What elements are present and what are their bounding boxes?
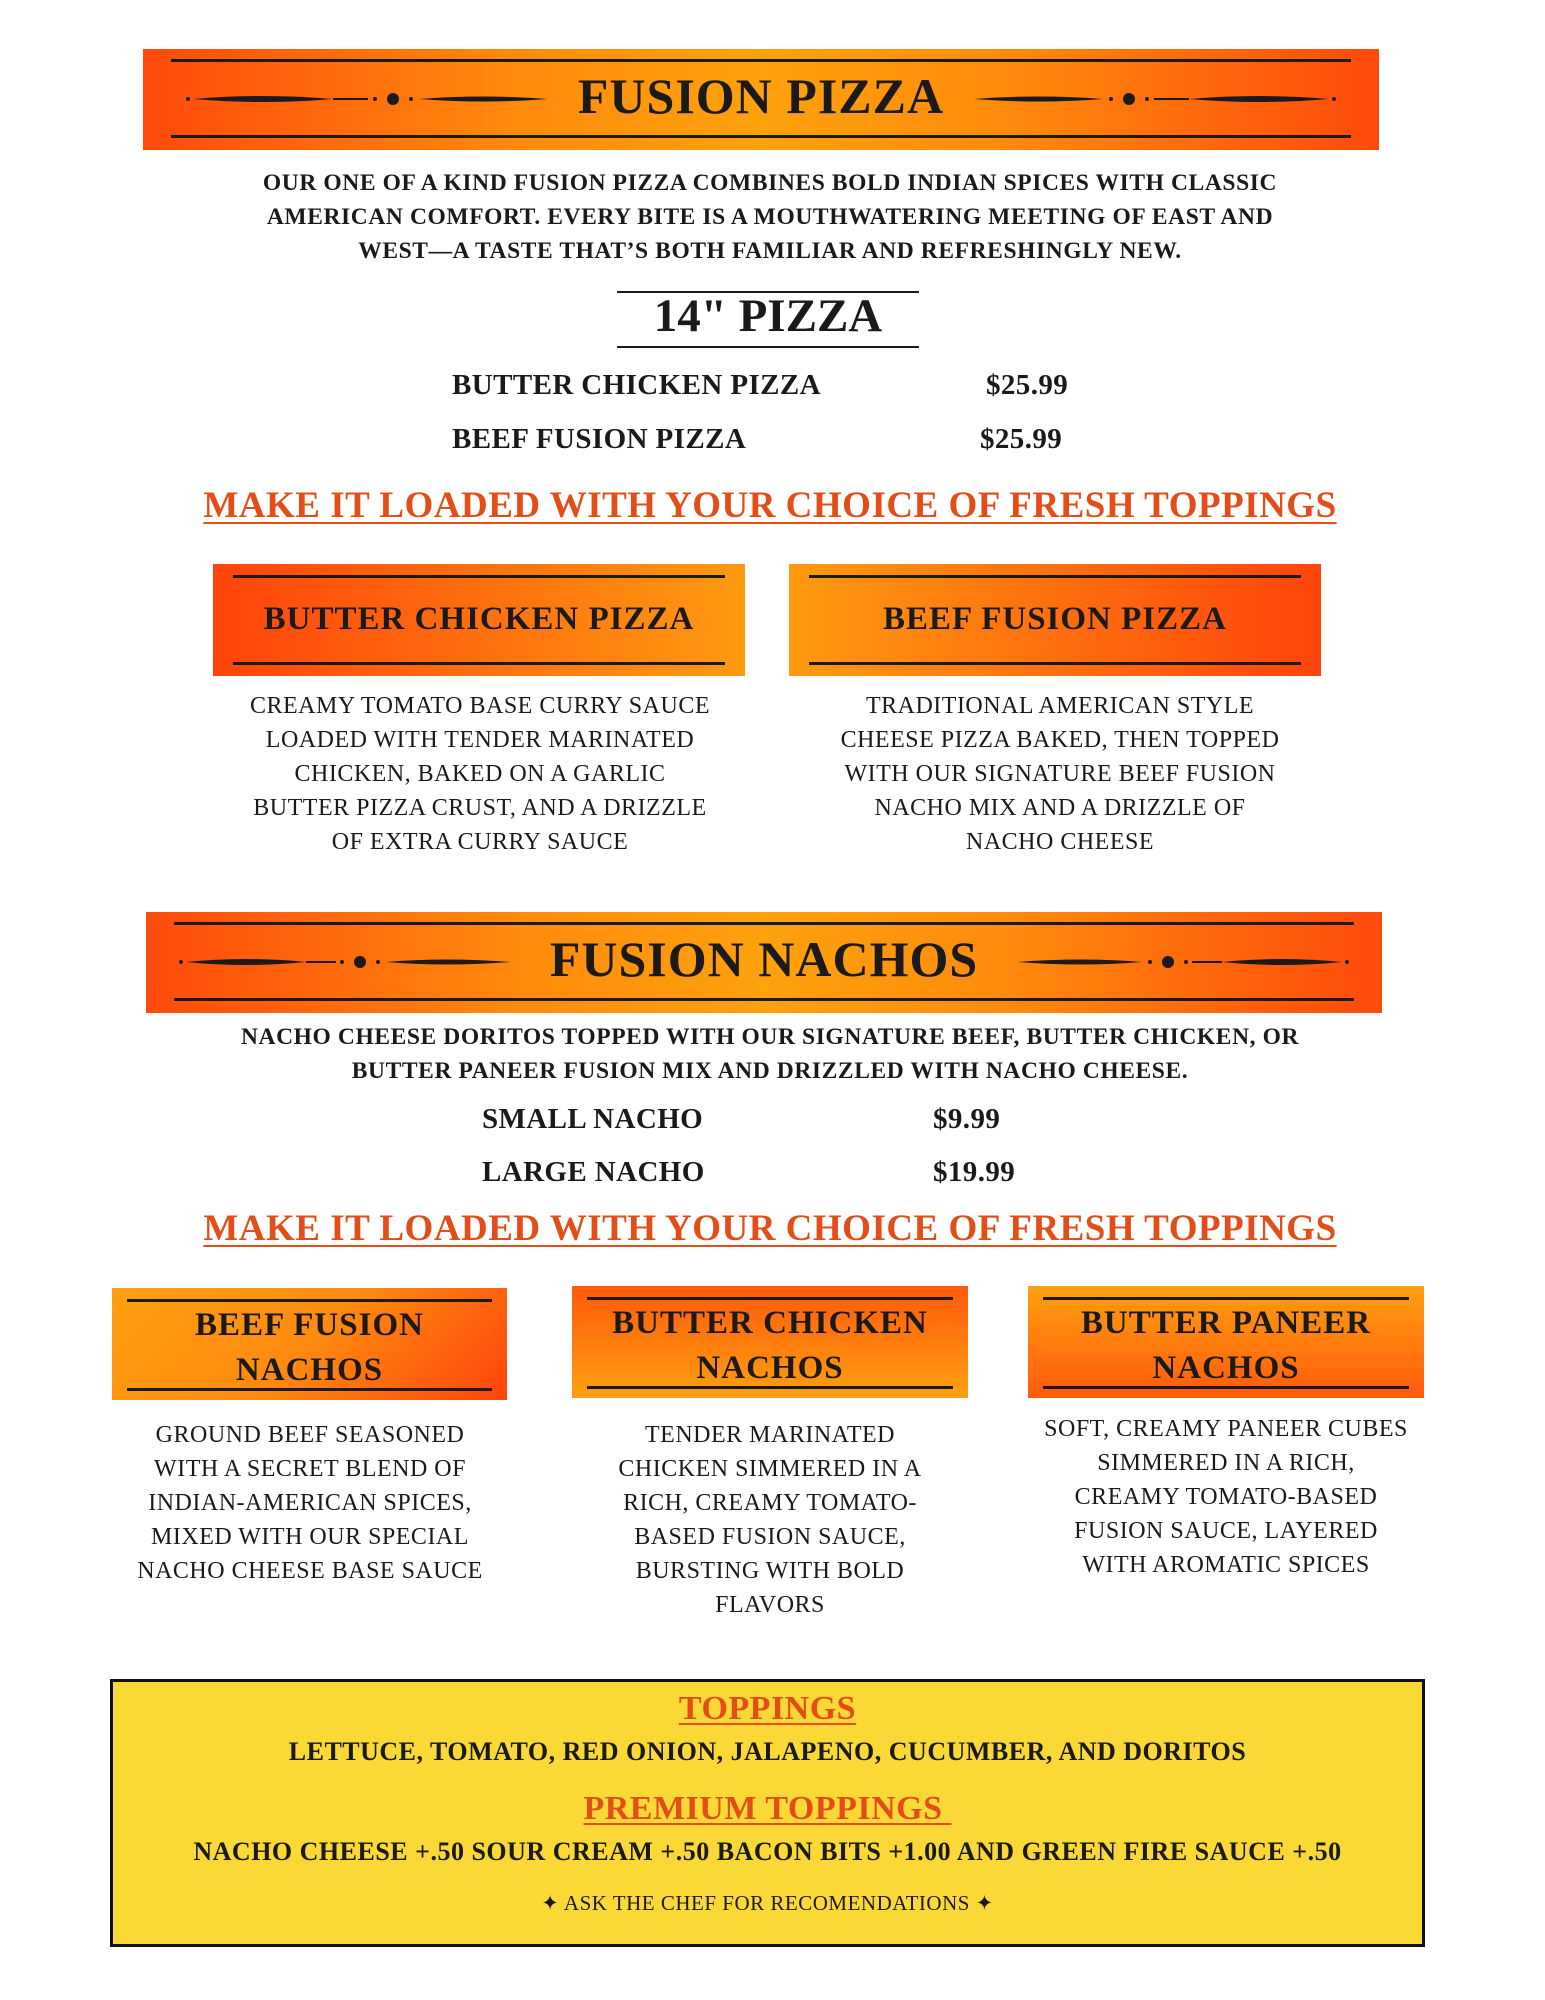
- description-line: WITH A SECRET BLEND OF: [154, 1456, 466, 1482]
- section-title: FUSION PIZZA: [577, 68, 945, 124]
- description-line: WITH AROMATIC SPICES: [1082, 1552, 1370, 1578]
- premium-toppings-heading: PREMIUM TOPPINGS: [583, 1790, 952, 1827]
- banner-bottom-rule: [174, 998, 1354, 1001]
- box-top-rule: [127, 1299, 492, 1302]
- description-line: CHICKEN SIMMERED IN A: [618, 1456, 922, 1482]
- menu-item-name: LARGE NACHO: [482, 1156, 705, 1188]
- size-heading: 14" PIZZA: [653, 290, 883, 342]
- box-bottom-rule: [1043, 1386, 1409, 1389]
- description-line: CHEESE PIZZA BAKED, THEN TOPPED: [840, 727, 1280, 753]
- chef-note: [113, 1891, 1422, 1916]
- description-line: MIXED WITH OUR SPECIAL: [151, 1524, 469, 1550]
- description-line: AMERICAN COMFORT. EVERY BITE IS A MOUTHWATERING MEETING OF EAST AND: [266, 204, 1274, 230]
- box-title-line: BUTTER PANEER: [1080, 1305, 1372, 1341]
- box-bottom-rule: [233, 662, 725, 665]
- description-line: LOADED WITH TENDER MARINATED: [265, 727, 695, 753]
- description-line: NACHO CHEESE DORITOS TOPPED WITH OUR SIGNATURE BEEF, BUTTER CHICKEN, OR: [240, 1024, 1300, 1050]
- description-line: FLAVORS: [715, 1592, 825, 1618]
- beef-fusion-pizza-box: [789, 564, 1321, 676]
- description-line: WEST—A TASTE THAT’S BOTH FAMILIAR AND REFRESHINGLY NEW.: [358, 238, 1182, 264]
- description-line: RICH, CREAMY TOMATO-: [623, 1490, 917, 1516]
- box-top-rule: [809, 575, 1301, 578]
- description-line: NACHO CHEESE BASE SAUCE: [137, 1558, 483, 1584]
- butter-chicken-nachos-description: [570, 1418, 970, 1622]
- toppings-list: LETTUCE, TOMATO, RED ONION, JALAPENO, CUCUMBER, AND DORITOS: [288, 1737, 1247, 1766]
- beef-fusion-nachos-box: [112, 1288, 507, 1400]
- butter-chicken-pizza-box: [213, 564, 745, 676]
- menu-item-price: $25.99: [980, 423, 1063, 455]
- description-line: NACHO MIX AND A DRIZZLE OF: [874, 795, 1246, 821]
- description-line: OF EXTRA CURRY SAUCE: [331, 829, 629, 855]
- box-title-line: NACHOS: [1152, 1350, 1300, 1386]
- butter-chicken-pizza-description: [200, 689, 760, 859]
- box-bottom-rule: [587, 1386, 953, 1389]
- menu-item-name: BEEF FUSION PIZZA: [452, 423, 747, 455]
- description-line: NACHO CHEESE: [965, 829, 1154, 855]
- description-line: CREAMY TOMATO BASE CURRY SAUCE: [250, 693, 710, 719]
- butter-chicken-nachos-box: [572, 1286, 968, 1398]
- description-line: GROUND BEEF SEASONED: [155, 1422, 465, 1448]
- butter-paneer-nachos-box: [1028, 1286, 1424, 1398]
- premium-toppings-list: NACHO CHEESE +.50 SOUR CREAM +.50 BACON BITS +1.00 AND GREEN FIRE SAUCE +.50: [193, 1837, 1342, 1866]
- sparkle-icon: ✦: [541, 1891, 560, 1915]
- box-title-line: NACHOS: [696, 1350, 844, 1386]
- menu-item-price: $25.99: [986, 369, 1069, 401]
- size-heading-bottom-rule: [617, 346, 919, 348]
- box-title: BUTTER CHICKEN PIZZA: [263, 601, 695, 637]
- chef-note-text: ASK THE CHEF FOR RECOMENDATIONS: [563, 1891, 970, 1915]
- description-line: OUR ONE OF A KIND FUSION PIZZA COMBINES BOLD INDIAN SPICES WITH CLASSIC: [262, 170, 1278, 196]
- menu-item-price: $9.99: [933, 1103, 1001, 1135]
- box-top-rule: [587, 1297, 953, 1300]
- description-line: BUTTER PIZZA CRUST, AND A DRIZZLE: [253, 795, 707, 821]
- menu-item-price: $19.99: [933, 1156, 1016, 1188]
- box-title-line: NACHOS: [235, 1352, 384, 1388]
- pizza-description: [120, 166, 1420, 268]
- box-bottom-rule: [127, 1388, 492, 1391]
- description-line: FUSION SAUCE, LAYERED: [1074, 1518, 1378, 1544]
- description-line: TENDER MARINATED: [645, 1422, 895, 1448]
- menu-item-name: BUTTER CHICKEN PIZZA: [452, 369, 821, 401]
- box-title: BEEF FUSION PIZZA: [882, 601, 1227, 637]
- beef-fusion-nachos-description: [110, 1418, 510, 1588]
- toppings-box: [110, 1679, 1425, 1947]
- description-line: CREAMY TOMATO-BASED: [1074, 1484, 1378, 1510]
- box-bottom-rule: [809, 662, 1301, 665]
- right-ornament-icon: [1012, 952, 1352, 972]
- toppings-heading: TOPPINGS: [678, 1690, 857, 1727]
- butter-paneer-nachos-description: [1020, 1412, 1432, 1582]
- banner-top-rule: [174, 922, 1354, 925]
- fusion-pizza-banner: [143, 49, 1379, 150]
- nachos-description: [120, 1020, 1420, 1088]
- description-line: SIMMERED IN A RICH,: [1097, 1450, 1355, 1476]
- description-line: BUTTER PANEER FUSION MIX AND DRIZZLED WITH NACHO CHEESE.: [351, 1058, 1189, 1084]
- sparkle-icon: ✦: [975, 1891, 994, 1915]
- description-line: BASED FUSION SAUCE,: [634, 1524, 906, 1550]
- beef-fusion-pizza-description: [780, 689, 1340, 859]
- description-line: WITH OUR SIGNATURE BEEF FUSION: [844, 761, 1276, 787]
- banner-bottom-rule: [171, 135, 1351, 138]
- box-top-rule: [233, 575, 725, 578]
- description-line: INDIAN-AMERICAN SPICES,: [148, 1490, 472, 1516]
- menu-item-name: SMALL NACHO: [482, 1103, 704, 1135]
- description-line: SOFT, CREAMY PANEER CUBES: [1044, 1416, 1408, 1442]
- banner-top-rule: [171, 59, 1351, 62]
- section-title: FUSION NACHOS: [549, 931, 979, 987]
- loaded-heading: MAKE IT LOADED WITH YOUR CHOICE OF FRESH TOPPINGS: [203, 1208, 1337, 1249]
- box-title-line: BEEF FUSION: [195, 1307, 424, 1343]
- description-line: CHICKEN, BAKED ON A GARLIC: [294, 761, 666, 787]
- box-top-rule: [1043, 1297, 1409, 1300]
- box-title-line: BUTTER CHICKEN: [612, 1305, 928, 1341]
- description-line: BURSTING WITH BOLD: [635, 1558, 905, 1584]
- fusion-nachos-banner: [146, 912, 1382, 1013]
- loaded-heading: MAKE IT LOADED WITH YOUR CHOICE OF FRESH TOPPINGS: [203, 485, 1337, 526]
- description-line: TRADITIONAL AMERICAN STYLE: [865, 693, 1255, 719]
- right-ornament-icon: [969, 89, 1339, 109]
